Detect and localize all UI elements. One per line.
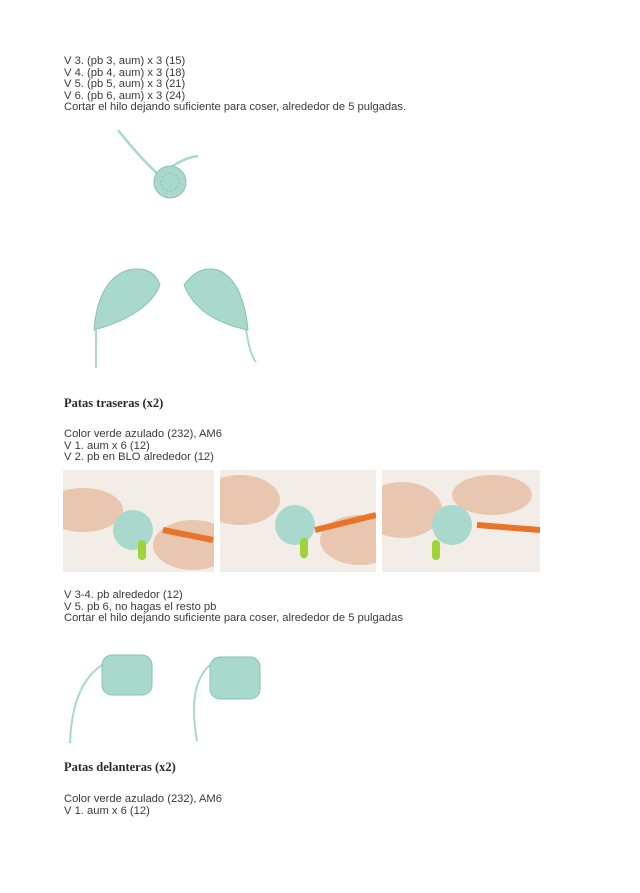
ears-photo: [88, 240, 268, 370]
instruction-line: V 4. (pb 4, aum) x 3 (18): [64, 66, 186, 79]
instruction-line: V 5. pb 6, no hagas el resto pb: [64, 600, 217, 613]
instruction-line: V 6. (pb 6, aum) x 3 (24): [64, 89, 186, 102]
patas-traseras-instructions-cont: [64, 590, 403, 625]
instruction-line: Cortar el hilo dejando suficiente para coser, alrededor de 5 pulgadas.: [64, 101, 407, 114]
section-heading: Patas traseras (x2): [64, 396, 164, 410]
instruction-line: V 5. (pb 5, aum) x 3 (21): [64, 78, 186, 91]
instruction-line: V 3. (pb 3, aum) x 3 (15): [64, 55, 186, 67]
step-photo-3: [382, 470, 540, 572]
crochet-circle-photo: [110, 128, 210, 208]
instruction-line: V 3-4. pb alrededor (12): [64, 589, 183, 601]
instruction-line: Cortar el hilo dejando suficiente para coser, alrededor de 5 pulgadas: [64, 612, 403, 625]
step-photo-1: [63, 470, 214, 572]
legs-photo: [62, 645, 267, 745]
instruction-line: Color verde azulado (232), AM6: [64, 793, 222, 805]
section-heading: Patas delanteras (x2): [64, 760, 176, 774]
instruction-line: V 1. aum x 6 (12): [64, 804, 150, 817]
instruction-line: V 1. aum x 6 (12): [64, 439, 150, 452]
instruction-line: V 2. pb en BLO alrededor (12): [64, 451, 214, 464]
patas-traseras-instructions: [64, 429, 222, 464]
instruction-line: Color verde azulado (232), AM6: [64, 428, 222, 440]
patas-delanteras-instructions: [64, 794, 222, 817]
intro-instructions: [64, 56, 406, 114]
step-photo-2: [220, 470, 376, 572]
